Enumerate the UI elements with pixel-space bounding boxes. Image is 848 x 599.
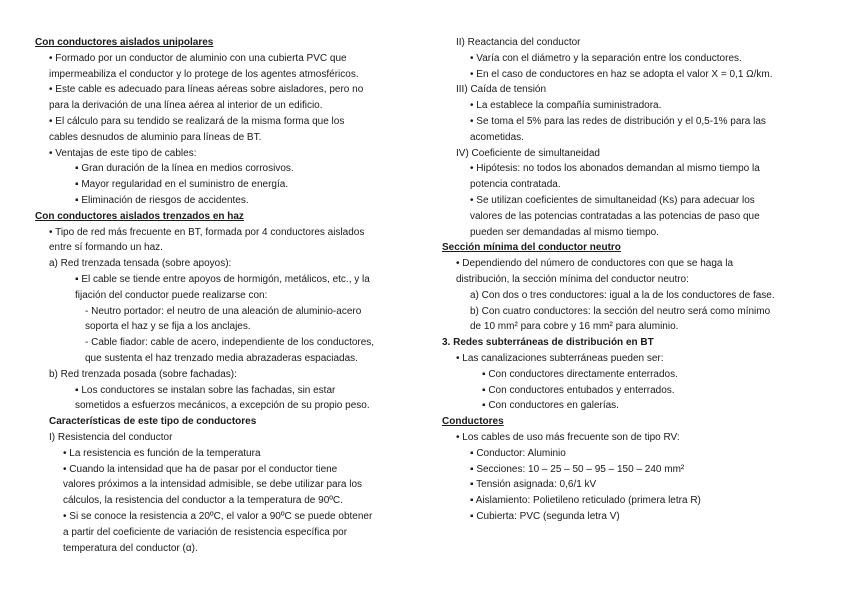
left-column [35,35,425,556]
text-line: b) Con cuatro conductores: la sección del neutro será como mínimo [470,305,771,317]
text-line: que sustenta el haz trenzado media abrazaderas espaciadas. [85,352,358,364]
text-line: • Varía con el diámetro y la separación entre los conductores. [470,52,742,64]
text-line: I) Resistencia del conductor [49,431,173,443]
text-line: a) Con dos o tres conductores: igual a la de los conductores de fase. [470,289,775,301]
text-line: III) Caída de tensión [456,84,547,96]
text-line: • Este cable es adecuado para líneas aéreas sobre aisladores, pero no [49,84,364,96]
text-line: • Los cables de uso más frecuente son de tipo RV: [456,431,680,443]
text-line: potencia contratada. [470,179,561,191]
text-line: ▪ Aislamiento: Polietileno reticulado (primera letra R) [470,495,701,507]
text-line: IV) Coeficiente de simultaneidad [456,147,600,159]
text-line: cálculos, la resistencia del conductor a la temperatura de 90ºC. [63,495,343,507]
text-line: ▪ Cubierta: PVC (segunda letra V) [470,510,620,522]
text-line: entre sí formando un haz. [49,242,163,254]
text-line: • En el caso de conductores en haz se adopta el valor X = 0,1 Ω/km. [470,68,773,80]
section-heading: Características de este tipo de conductores [49,416,257,428]
text-line: • La resistencia es función de la temperatura [63,447,261,459]
text-line: fijación del conductor puede realizarse con: [75,289,268,301]
text-line: ▪ Los conductores se instalan sobre las fachadas, sin estar [75,384,336,396]
text-line: ▪ Con conductores en galerías. [482,400,619,412]
text-line: ▪ Secciones: 10 – 25 – 50 – 95 – 150 – 240 mm² [470,463,685,475]
text-line: • Se utilizan coeficientes de simultaneidad (Ks) para adecuar los [470,194,755,206]
text-line: distribución, la sección mínima del conductor neutro: [456,273,689,285]
section-heading: Con conductores aislados unipolares [35,37,214,48]
text-line: • Dependiendo del número de conductores con que se haga la [456,258,734,270]
text-line: ▪ Tensión asignada: 0,6/1 kV [470,479,597,491]
text-line: ▪ Con conductores entubados y enterrados. [482,384,675,396]
text-line: - Cable fiador: cable de acero, independiente de los conductores, [85,337,375,349]
text-line: valores próximos a la intensidad admisible, se debe utilizar para los [63,479,363,491]
text-line: ▪ Conductor: Aluminio [470,447,566,459]
text-line: de 10 mm² para cobre y 16 mm² para aluminio. [470,321,679,333]
text-line: temperatura del conductor (α). [63,542,198,554]
text-line: • Ventajas de este tipo de cables: [49,147,197,159]
text-line: ▪ Eliminación de riesgos de accidentes. [75,194,249,206]
text-line: ▪ Gran duración de la línea en medios corrosivos. [75,163,294,175]
text-line: b) Red trenzada posada (sobre fachadas): [49,368,237,380]
text-line: pueden ser demandadas al mismo tiempo. [470,226,659,238]
text-line: soporta el haz y se fija a los anclajes. [85,321,251,333]
right-column [442,35,822,525]
section-heading: Con conductores aislados trenzados en haz [35,210,244,222]
text-line: II) Reactancia del conductor [456,37,581,48]
text-line: • Tipo de red más frecuente en BT, formada por 4 conductores aislados [49,226,365,238]
text-line: sometidos a esfuerzos mecánicos, a excepción de su propio peso. [75,400,370,412]
text-line: cables desnudos de aluminio para líneas de BT. [49,131,262,143]
text-line: ▪ El cable se tiende entre apoyos de hormigón, metálicos, etc., y la [75,273,370,285]
text-line: a) Red trenzada tensada (sobre apoyos): [49,258,232,270]
text-line: - Neutro portador: el neutro de una aleación de aluminio-acero [85,305,362,317]
text-line: impermeabiliza el conductor y lo protege de los agentes atmosféricos. [49,68,359,80]
text-line: • Las canalizaciones subterráneas pueden ser: [456,352,664,364]
section-heading: 3. Redes subterráneas de distribución en BT [442,337,654,349]
text-line: • Formado por un conductor de aluminio con una cubierta PVC que [49,52,347,64]
text-line: • El cálculo para su tendido se realizará de la misma forma que los [49,115,345,127]
section-heading: Sección mínima del conductor neutro [442,242,621,254]
section-heading: Conductores [442,416,504,428]
text-line: • Cuando la intensidad que ha de pasar por el conductor tiene [63,463,338,475]
text-line: • Se toma el 5% para las redes de distribución y el 0,5-1% para las [470,115,766,127]
text-line: acometidas. [470,131,524,143]
text-line: para la derivación de una línea aérea al interior de un edificio. [49,100,323,112]
text-line: a partir del coeficiente de variación de resistencia específica por [63,526,348,538]
text-line: • La establece la compañía suministradora. [470,100,662,112]
text-line: • Si se conoce la resistencia a 20ºC, el valor a 90ºC se puede obtener [63,510,373,522]
text-line: ▪ Mayor regularidad en el suministro de energía. [75,179,289,191]
text-line: valores de las potencias contratadas a las potencias de paso que [470,210,760,222]
text-line: ▪ Con conductores directamente enterrados. [482,368,678,380]
text-line: • Hipótesis: no todos los abonados demandan al mismo tiempo la [470,163,760,175]
